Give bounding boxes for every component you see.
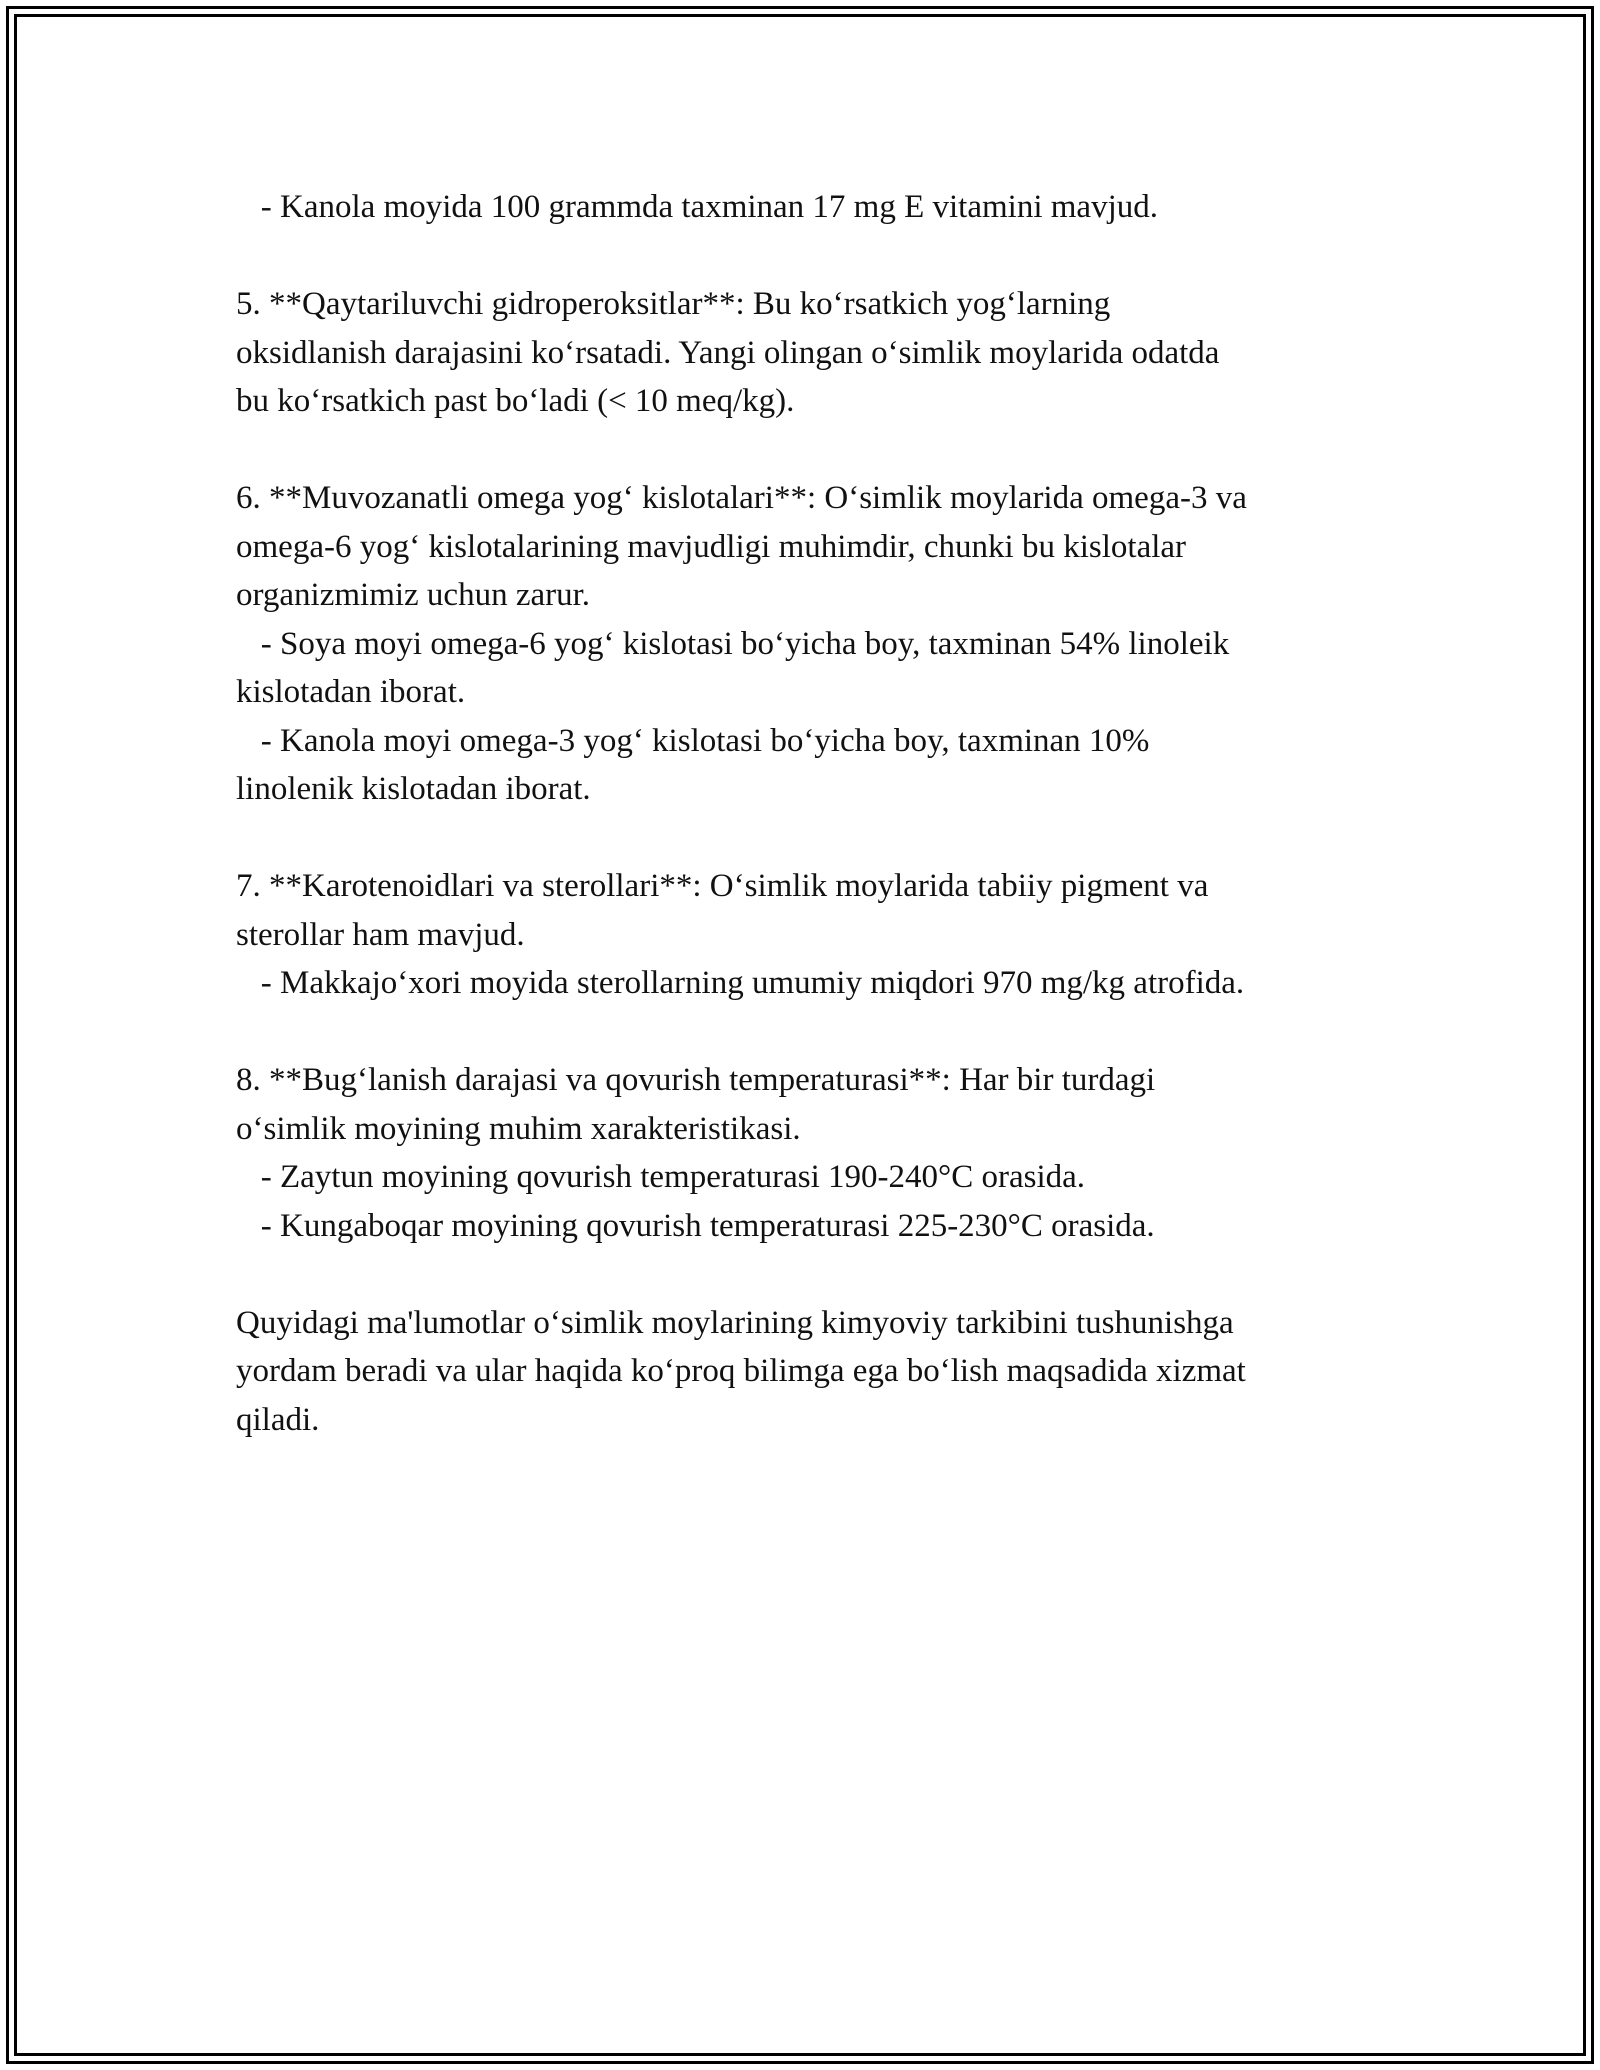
text-line: qiladi. (236, 1401, 320, 1438)
text-line: - Zaytun moyining qovurish temperaturasi 190-240°C orasida. (236, 1159, 1086, 1195)
paragraph-gap (236, 1250, 1386, 1299)
text-line: o‘simlik moyining muhim xarakteristikasi. (236, 1110, 801, 1147)
text-line: yordam beradi va ular haqida ko‘proq bilimga ega bo‘lish maqsadida xizmat (236, 1353, 1246, 1389)
text-line: omega-6 yog‘ kislotalarining mavjudligi muhimdir, chunki bu kislotalar (236, 528, 1187, 565)
item-8-frying-temperature (236, 1056, 1386, 1250)
text-line: 7. **Karotenoidlari va sterollari**: O‘simlik moylarida tabiiy pigment va (236, 868, 1209, 904)
text-line: kislotadan iborat. (236, 674, 466, 710)
text-line: 8. **Bug‘lanish darajasi va qovurish temperaturasi**: Har bir turdagi (236, 1062, 1156, 1098)
paragraph-gap (236, 426, 1386, 475)
text-line: Quyidagi ma'lumotlar o‘simlik moylarining kimyoviy tarkibini tushunishga (236, 1304, 1234, 1341)
text-line: - Kungaboqar moyining qovurish temperaturasi 225-230°C orasida. (236, 1207, 1155, 1244)
conclusion-paragraph (236, 1299, 1386, 1445)
paragraph-gap (236, 814, 1386, 863)
paragraph-gap (236, 1008, 1386, 1057)
text-line: linolenik kislotadan iborat. (236, 771, 591, 807)
paragraph-gap (236, 232, 1386, 281)
text-line: organizmimiz uchun zarur. (236, 577, 591, 613)
text-line: - Makkajo‘xori moyida sterollarning umumiy miqdori 970 mg/kg atrofida. (236, 965, 1245, 1001)
document-body (236, 183, 1386, 1444)
item-5-hydroperoxides (236, 280, 1386, 426)
item-6-omega-fatty-acids (236, 474, 1386, 814)
text-line: - Soya moyi omega-6 yog‘ kislotasi bo‘yicha boy, taxminan 54% linoleik (236, 625, 1230, 662)
vitamin-e-sub-item: - Kanola moyida 100 grammda taxminan 17 mg E vitamini mavjud. (236, 189, 1158, 225)
text-line: oksidlanish darajasini ko‘rsatadi. Yangi olingan o‘simlik moylarida odatda (236, 334, 1220, 371)
item-7-carotenoids-sterols (236, 862, 1386, 1008)
text-line: - Kanola moyi omega-3 yog‘ kislotasi bo‘yicha boy, taxminan 10% (236, 722, 1150, 759)
text-line: 6. **Muvozanatli omega yog‘ kislotalari**: O‘simlik moylarida omega-3 va (236, 480, 1247, 516)
text-line: bu ko‘rsatkich past bo‘ladi (< 10 meq/kg). (236, 383, 795, 419)
text-line: sterollar ham mavjud. (236, 916, 525, 953)
text-line: 5. **Qaytariluvchi gidroperoksitlar**: Bu ko‘rsatkich yog‘larning (236, 286, 1111, 322)
